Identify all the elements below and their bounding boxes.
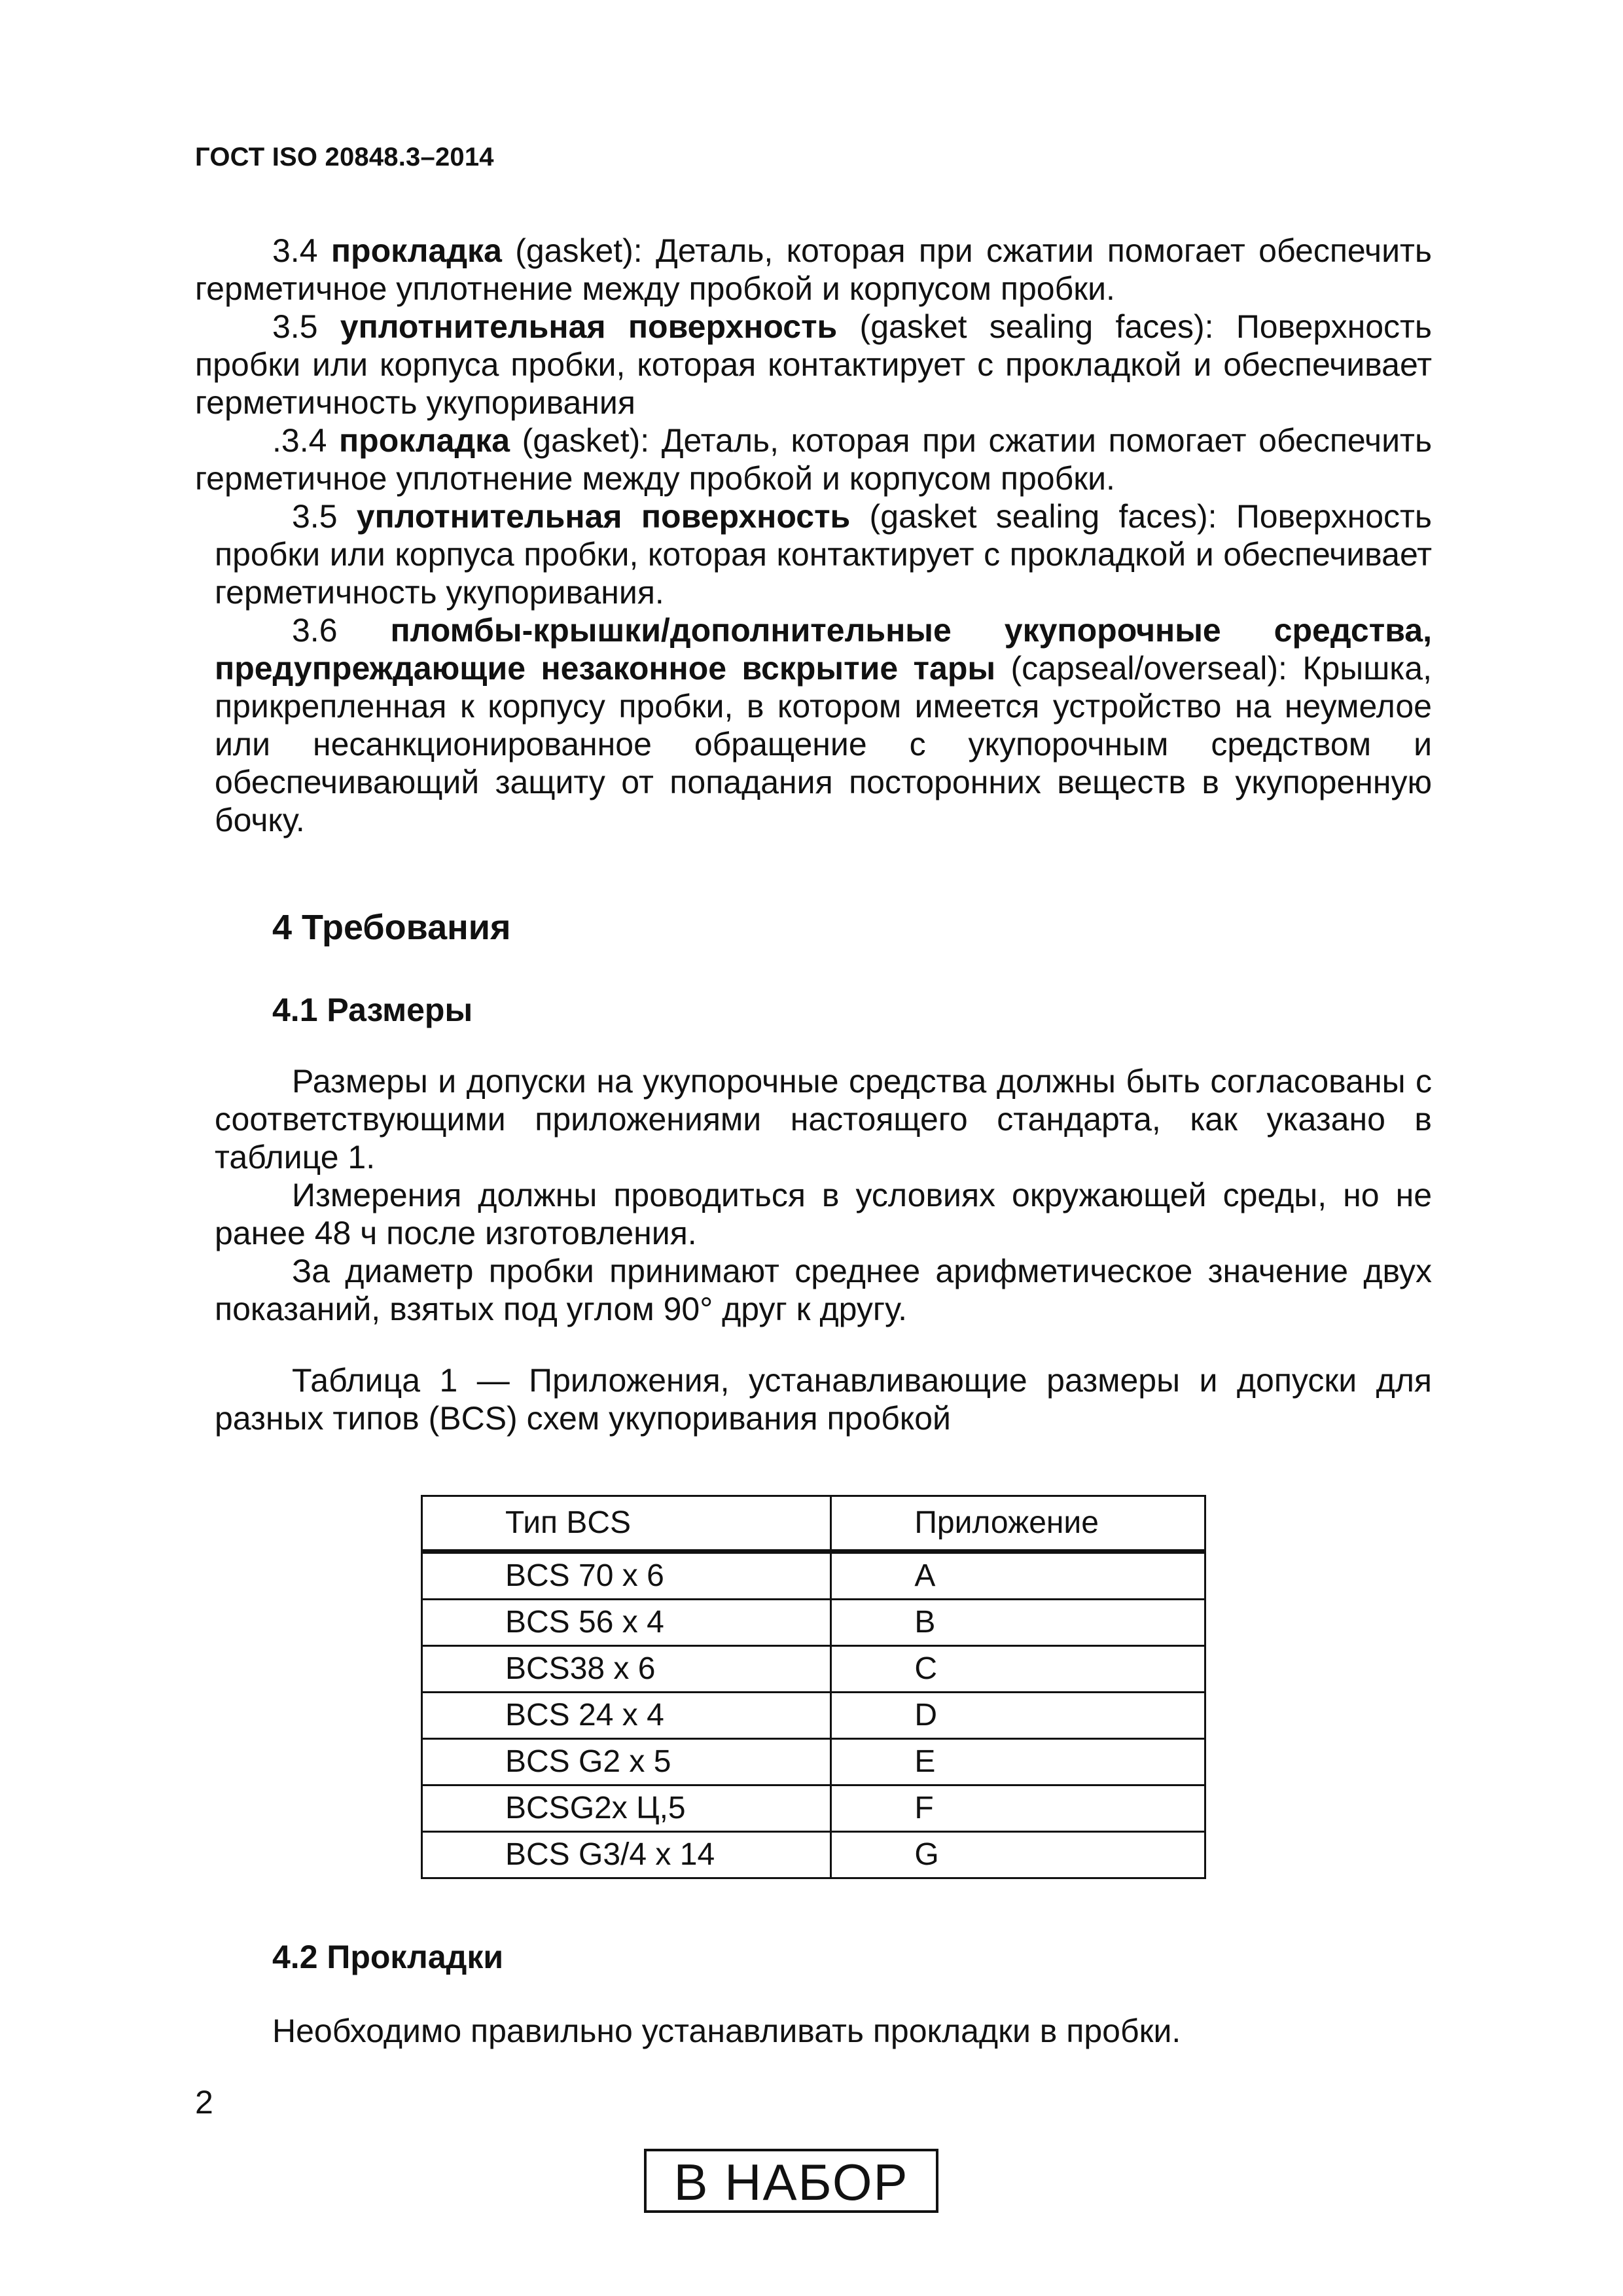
subsection-heading-gaskets: 4.2 Прокладки bbox=[272, 1939, 504, 1975]
term-number: .3.4 bbox=[272, 422, 327, 459]
term-definition: (gasket): Деталь, которая при сжатии помогает обеспечить герметичное уплотнение между пробкой и корпусом пробки. bbox=[195, 232, 1432, 307]
table-row bbox=[422, 1646, 1205, 1693]
table-caption bbox=[215, 1361, 1432, 1437]
table-cell-type: BCS G2 x 5 bbox=[422, 1739, 831, 1785]
term-name: уплотнительная поверхность bbox=[340, 308, 838, 345]
term-paragraph bbox=[195, 611, 1432, 839]
body-paragraph: За диаметр пробки принимают среднее арифметическое значение двух показаний, взятых под углом 90° друг к другу. bbox=[215, 1253, 1432, 1327]
table-cell-type: BCS 56 x 4 bbox=[422, 1600, 831, 1646]
table-row bbox=[422, 1693, 1205, 1739]
table-header-row bbox=[422, 1496, 1205, 1552]
table-row bbox=[422, 1832, 1205, 1878]
table-row bbox=[422, 1785, 1205, 1832]
term-number: 3.6 bbox=[292, 612, 338, 649]
body-paragraph: Размеры и допуски на укупорочные средства должны быть согласованы с соответствующими приложениями настоящего стандарта, как указано в таблице 1. bbox=[215, 1063, 1432, 1175]
table-cell-type: BCSG2x Ц,5 bbox=[422, 1785, 831, 1832]
term-number: 3.4 bbox=[272, 232, 318, 269]
term-definition: (capseal/overseal): Крышка, прикрепленная к корпусу пробки, в котором имеется устройство на неумелое или несанкционированное обращение с укупорочным средством и обеспечивающий защиту от попадания посторонних веществ в укупоренную бочку. bbox=[215, 650, 1432, 838]
term-paragraph bbox=[195, 497, 1432, 611]
sizes-section-text bbox=[215, 1062, 1432, 1328]
table-cell-type: BCS G3/4 x 14 bbox=[422, 1832, 831, 1878]
term-number: 3.5 bbox=[292, 498, 338, 535]
table-cell-type: BCS 24 x 4 bbox=[422, 1693, 831, 1739]
table-cell-annex: A bbox=[831, 1552, 1205, 1600]
table-header-type: Тип BCS bbox=[422, 1496, 831, 1552]
stamp-box: В НАБОР bbox=[644, 2149, 938, 2213]
term-definition: (gasket): Деталь, которая при сжатии помогает обеспечить герметичное уплотнение между пробкой и корпусом пробки. bbox=[195, 422, 1432, 497]
table-cell-annex: B bbox=[831, 1600, 1205, 1646]
terms-section bbox=[195, 232, 1432, 839]
table-cell-annex: D bbox=[831, 1693, 1205, 1739]
body-paragraph: Измерения должны проводиться в условиях окружающей среды, но не ранее 48 ч после изготовления. bbox=[215, 1177, 1432, 1251]
term-definition: (gasket sealing faces): Поверхность пробки или корпуса пробки, которая контактирует с прокладкой и обеспечивает герметичность укупоривания bbox=[195, 308, 1432, 421]
term-number: 3.5 bbox=[272, 308, 318, 345]
table-row bbox=[422, 1600, 1205, 1646]
table-cell-annex: G bbox=[831, 1832, 1205, 1878]
term-name: прокладка bbox=[338, 422, 510, 459]
term-paragraph bbox=[195, 422, 1432, 497]
term-paragraph bbox=[195, 232, 1432, 308]
term-name: пломбы-крышки/дополнительные укупорочные средства, предупреждающие незаконное вскрытие тары bbox=[215, 612, 1432, 687]
subsection-heading-sizes: 4.1 Размеры bbox=[272, 992, 473, 1028]
term-definition: (gasket sealing faces): Поверхность пробки или корпуса пробки, которая контактирует с прокладкой и обеспечивает герметичность укупоривания. bbox=[215, 498, 1432, 611]
term-paragraph bbox=[195, 308, 1432, 422]
term-name: прокладка bbox=[330, 232, 502, 269]
table-cell-type: BCS38 x 6 bbox=[422, 1646, 831, 1693]
section-heading: 4 Требования bbox=[272, 908, 511, 947]
table-header-annex: Приложение bbox=[831, 1496, 1205, 1552]
table-row bbox=[422, 1552, 1205, 1600]
gaskets-paragraph: Необходимо правильно устанавливать прокладки в пробки. bbox=[272, 2013, 1181, 2049]
page-number: 2 bbox=[195, 2084, 213, 2121]
table-cell-annex: C bbox=[831, 1646, 1205, 1693]
table-row bbox=[422, 1739, 1205, 1785]
table-cell-annex: E bbox=[831, 1739, 1205, 1785]
term-name: уплотнительная поверхность bbox=[356, 498, 851, 535]
document-header: ГОСТ ISO 20848.3–2014 bbox=[195, 143, 494, 171]
table-caption-text: Таблица 1 — Приложения, устанавливающие размеры и допуски для разных типов (BCS) схем укупоривания пробкой bbox=[215, 1362, 1432, 1437]
bcs-table bbox=[421, 1495, 1206, 1879]
table-cell-annex: F bbox=[831, 1785, 1205, 1832]
table-cell-type: BCS 70 x 6 bbox=[422, 1552, 831, 1600]
